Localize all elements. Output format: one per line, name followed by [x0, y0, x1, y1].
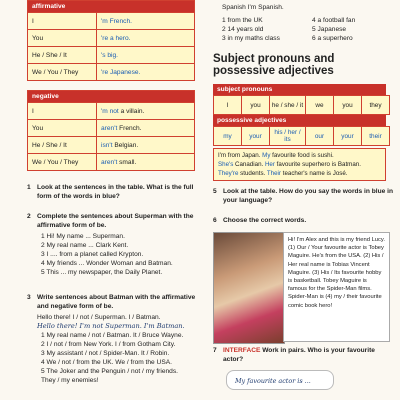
exercise-2 [27, 212, 197, 277]
example-text: teacher's name is José. [281, 170, 348, 177]
list-item: 5 Japanese [312, 26, 347, 33]
example-line [218, 151, 381, 160]
exercise-3 [27, 293, 197, 385]
exercise-item: 1 My real name / not / Batman. It / Bruce Wayne. [41, 332, 184, 339]
example-text: Canadian. [233, 161, 265, 168]
negative-rest: French. [117, 124, 142, 132]
negative-subject: I [28, 103, 97, 120]
negative-header: negative [28, 91, 195, 103]
example-line [218, 169, 381, 178]
negative-verb-cell [97, 154, 195, 171]
negative-subject: He / She / It [28, 137, 97, 154]
exercise-item: 5 The Joker and the Penguin / not / my friends. [41, 368, 178, 375]
affirmative-table [27, 0, 195, 81]
negative-verb: aren't [101, 158, 118, 166]
list-item: 3 in my maths class [222, 35, 280, 42]
section-title: Subject pronouns and possessive adjectives [213, 53, 335, 77]
example-line [218, 160, 381, 169]
exercise-number: 7 [213, 347, 217, 354]
affirmative-verb: 's big. [97, 47, 195, 64]
affirmative-verb: 'm French. [97, 13, 195, 30]
exercise-item: They / my enemies! [41, 377, 99, 384]
pronoun-cell: they [362, 96, 390, 115]
negative-subject: You [28, 120, 97, 137]
possessive-cell: his / her / its [270, 127, 306, 146]
speech-box: My favourite actor is ... [226, 370, 334, 390]
negative-rest: a villain. [118, 107, 145, 115]
model-answer: Hello there! I'm not Superman. I'm Batman. [37, 322, 185, 330]
photo-two-kids-reading [213, 232, 285, 344]
exercise-number: 1 [27, 184, 31, 191]
example-pronoun: They're [218, 170, 239, 177]
exercise-instruction: Write sentences about Batman with the affirmative and negative form of be. [37, 294, 196, 310]
subject-pronouns-header: subject pronouns [213, 84, 386, 95]
exercise-item: 2 My real name ... Clark Kent. [41, 242, 129, 249]
exercise-instruction: Choose the correct words. [223, 217, 307, 224]
negative-verb-cell [97, 103, 195, 120]
negative-verb: aren't [101, 124, 118, 132]
affirmative-subject: We / You / They [28, 64, 97, 81]
exercise-item: 5 This ... my newspaper, the Daily Planet. [41, 269, 163, 276]
pronoun-cell: I [214, 96, 242, 115]
possessive-adjectives-header: possessive adjectives [213, 115, 386, 126]
affirmative-header: affirmative [28, 1, 195, 13]
exercise-instruction: Look at the table. How do you say the words in blue in your language? [223, 188, 393, 204]
exercise-number: 5 [213, 188, 217, 195]
exercise-instruction: Complete the sentences about Superman with the affirmative form of be. [37, 213, 194, 229]
example-possessive: Their [266, 170, 281, 177]
exercise-instruction: Work in pairs. Who is your favourite actor? [223, 347, 375, 363]
possessive-cell: our [306, 127, 334, 146]
spanish-text: Spanish I'm Spanish. [222, 4, 284, 11]
pronoun-cell: you [242, 96, 270, 115]
list-right [312, 16, 355, 43]
possessive-adjectives-table [213, 126, 390, 146]
list-left [222, 16, 280, 43]
affirmative-verb: 're Japanese. [97, 64, 195, 81]
example-text: favourite food is sushi. [270, 152, 334, 159]
exercise-item: 2 I / not / from New York. I / from Gotham City. [41, 341, 176, 348]
pronoun-cell: you [334, 96, 362, 115]
example-text: students. [238, 170, 267, 177]
exercise-number: 3 [27, 294, 31, 301]
list-item: 2 14 years old [222, 26, 264, 33]
exercise-item: 3 My assistant / not / Spider-Man. It / Robin. [41, 350, 170, 357]
exercise-item: 4 My friends ... Wonder Woman and Batman. [41, 260, 173, 267]
negative-table [27, 90, 195, 171]
example-possessive: Her [264, 161, 275, 168]
exercise-6 [213, 216, 393, 225]
example-pronoun: She's [218, 161, 234, 168]
affirmative-verb: 're a hero. [97, 30, 195, 47]
examples-box [213, 148, 386, 181]
affirmative-subject: I [28, 13, 97, 30]
exercise-instruction: Look at the sentences in the table. What is the full form of the words in blue? [37, 184, 194, 200]
negative-rest: Belgian. [112, 141, 139, 149]
exercise-1 [27, 183, 197, 201]
negative-subject: We / You / They [28, 154, 97, 171]
model-prompt: Hello there! I / not / Superman. I / Batman. [37, 314, 161, 321]
exercise-item: 1 Hi! My name ... Superman. [41, 233, 125, 240]
reading-text: Hi! I'm Alex and this is my friend Lucy. (1) Our / Your favourite actor is Tobey Maguire. He's from the USA. (2) His / Her real name is Tobias Vincent Maguire. (3) His / Its favourite hobby is basketball. Tobey Maguire is famous for the Spider-Man films. Spider-Man is (4) my / their favourite comic book hero! [283, 232, 390, 342]
exercise-item: 4 We / not / from the UK. We / from the USA. [41, 359, 172, 366]
exercise-number: 6 [213, 217, 217, 224]
affirmative-subject: He / She / It [28, 47, 97, 64]
pronoun-cell: we [306, 96, 334, 115]
list-item: 6 a superhero [312, 35, 353, 42]
example-possessive: My [262, 152, 271, 159]
exercise-5 [213, 187, 393, 205]
subject-pronouns-table [213, 95, 390, 115]
negative-verb-cell [97, 120, 195, 137]
interface-icon-label: INTERFACE [223, 347, 261, 354]
negative-verb: 'm not [101, 107, 119, 115]
possessive-cell: your [334, 127, 362, 146]
possessive-cell: my [214, 127, 242, 146]
spanish-label [222, 4, 284, 11]
list-item: 4 a football fan [312, 17, 356, 24]
possessive-cell: their [362, 127, 390, 146]
possessive-cell: your [242, 127, 270, 146]
exercise-7 [213, 346, 393, 364]
affirmative-subject: You [28, 30, 97, 47]
negative-verb-cell [97, 137, 195, 154]
negative-verb: isn't [101, 141, 113, 149]
pronoun-cell: he / she / it [270, 96, 306, 115]
list-item: 1 from the UK [222, 17, 263, 24]
exercise-number: 2 [27, 213, 31, 220]
exercise-item: 3 I .... from a planet called Krypton. [41, 251, 144, 258]
example-text: favourite superhero is Batman. [274, 161, 361, 168]
example-text: I'm from Japan. [218, 152, 263, 159]
negative-rest: small. [117, 158, 137, 166]
